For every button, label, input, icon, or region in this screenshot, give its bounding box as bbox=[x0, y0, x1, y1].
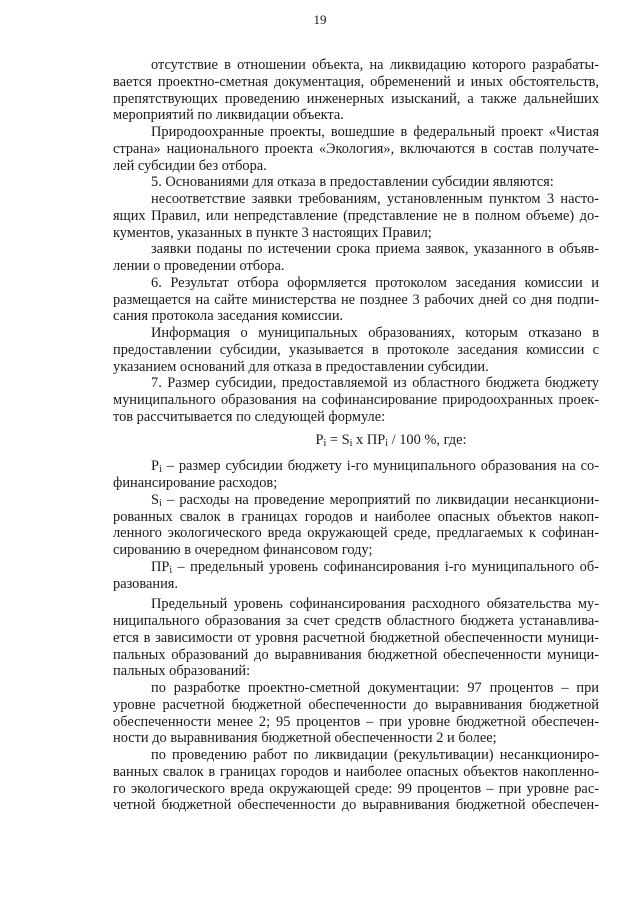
paragraph bbox=[113, 57, 599, 124]
formula-pr-index: i bbox=[385, 437, 389, 449]
text-line: размещается на сайте министерства не позднее 3 рабочих дней со дня подпи- bbox=[113, 291, 599, 308]
definition-text: – предельный уровень софинансирования i-го муниципального об- bbox=[172, 558, 599, 575]
definition-text: – размер субсидии бюджету i-го муниципального образования на со- bbox=[161, 458, 599, 475]
formula-times: x bbox=[352, 431, 367, 448]
text-line: предоставлении субсидии, указывается в протоколе заседания комиссии с bbox=[113, 341, 599, 358]
text-line: препятствующих проведению инженерных изысканий, а также дальнейших bbox=[113, 90, 599, 107]
formula-tail: / 100 %, где: bbox=[388, 431, 467, 448]
paragraphs-after-formula bbox=[113, 596, 599, 814]
text-line: муниципального образования на софинансирование природоохранных проек- bbox=[113, 392, 599, 408]
formula-p-symbol: P bbox=[315, 431, 324, 448]
text-line: рованных свалок в границах городов и наиболее опасных объектов накоп- bbox=[113, 508, 599, 525]
text-line: ется в зависимости от уровня расчетной бюджетной обеспеченности муници- bbox=[113, 629, 599, 646]
definition-symbol-index: i bbox=[159, 464, 162, 476]
text-line: страна» национального проекта «Экология», включаются в состав получате- bbox=[113, 140, 599, 157]
text-line: сированию в очередном финансовом году; bbox=[113, 542, 373, 558]
definition-symbol: P bbox=[151, 458, 160, 475]
text-line: 6. Результат отбора оформляется протоколом заседания комиссии и bbox=[151, 274, 599, 291]
text-line: финансирование расходов; bbox=[113, 475, 278, 491]
text-line: го экологического вреда окружающей среде: 99 процентов – при уровне рас- bbox=[113, 780, 599, 797]
text-line: 5. Основаниями для отказа в предоставлении субсидии являются: bbox=[151, 174, 554, 191]
paragraph bbox=[113, 241, 599, 275]
page-number: 19 bbox=[313, 12, 327, 27]
text-line: разования. bbox=[113, 575, 178, 592]
text-line: сания протокола заседания комиссии. bbox=[113, 308, 344, 325]
definition bbox=[113, 458, 599, 492]
text-line: по разработке проектно-сметной документации: 97 процентов – при bbox=[151, 680, 599, 696]
definition-first-line bbox=[113, 458, 599, 475]
definition bbox=[113, 559, 599, 593]
text-line: лей субсидии без отбора. bbox=[113, 157, 267, 174]
text-line: вается проектно-сметная документация, обременений и иных обстоятельств, bbox=[113, 73, 599, 90]
formula-definitions bbox=[113, 458, 599, 596]
formula-p-index: i bbox=[323, 437, 327, 449]
text-line: пальных образований до выравнивания бюджетной обеспеченности муници- bbox=[113, 646, 599, 663]
formula-s-symbol: S bbox=[341, 431, 350, 448]
paragraph bbox=[113, 174, 599, 191]
text-line: ящих Правил, или непредставление (представление не в полном объеме) до- bbox=[113, 207, 599, 224]
text-line: ности до выравнивания бюджетной обеспеченности 2 и более; bbox=[113, 730, 497, 747]
text-line: четной бюджетной обеспеченности до выравнивания бюджетной обеспечен- bbox=[113, 797, 599, 814]
text-line: ленного экологического вреда окружающей среде, предлагаемых к софинан- bbox=[113, 525, 599, 542]
definition-first-line bbox=[113, 492, 599, 509]
paragraph bbox=[113, 596, 599, 680]
text-line: указанием оснований для отказа в предоставлении субсидии. bbox=[113, 358, 489, 375]
formula-s-index: i bbox=[349, 437, 353, 449]
formula-pr-symbol: ПР bbox=[366, 431, 386, 448]
text-line: мероприятий по ликвидации объекта. bbox=[113, 107, 344, 124]
text-line: Информация о муниципальных образованиях, которым отказано в bbox=[151, 325, 599, 341]
text-line: Природоохранные проекты, вошедшие в федеральный проект «Чистая bbox=[151, 124, 599, 140]
paragraph bbox=[113, 191, 599, 241]
definition-symbol: S bbox=[151, 491, 160, 508]
text-line: Предельный уровень софинансирования расходного обязательства му- bbox=[151, 596, 599, 613]
definition bbox=[113, 492, 599, 559]
subsidy-formula bbox=[113, 432, 599, 449]
definition-symbol-index: i bbox=[169, 564, 173, 576]
text-line: уровне расчетной бюджетной обеспеченности до выравнивания бюджетной bbox=[113, 696, 599, 713]
paragraph bbox=[113, 275, 599, 325]
paragraph bbox=[113, 375, 599, 425]
text-line: 7. Размер субсидии, предоставляемой из областного бюджета бюджету bbox=[151, 375, 599, 392]
paragraph bbox=[113, 680, 599, 747]
text-line: обеспеченности менее 2; 95 процентов – при уровне бюджетной обеспечен- bbox=[113, 713, 599, 730]
text-line: отсутствие в отношении объекта, на ликвидацию которого разрабаты- bbox=[151, 57, 599, 73]
paragraphs-before-formula bbox=[113, 57, 599, 426]
document-body bbox=[113, 57, 599, 814]
text-line: ниципального образования за счет средств областного бюджета устанавлива- bbox=[113, 613, 599, 629]
definition-symbol-index: i bbox=[159, 497, 162, 509]
text-line: ванных свалок в границах городов и наиболее опасных объектов накопленно- bbox=[113, 763, 599, 780]
text-line: пальных образований: bbox=[113, 663, 251, 680]
formula-equals: = bbox=[326, 431, 342, 448]
text-line: тов рассчитывается по следующей формуле: bbox=[113, 408, 386, 425]
definition-first-line bbox=[113, 559, 599, 576]
paragraph bbox=[113, 747, 599, 814]
text-line: по проведению работ по ликвидации (рекультивации) несанкциониро- bbox=[151, 747, 599, 763]
definition-text: – расходы на проведение мероприятий по ликвидации несанкциони- bbox=[161, 491, 599, 508]
text-line: заявки поданы по истечении срока приема заявок, указанного в объяв- bbox=[151, 241, 599, 258]
definition-symbol: ПР bbox=[151, 558, 170, 575]
text-line: кументов, указанных в пункте 3 настоящих Правил; bbox=[113, 224, 432, 241]
text-line: лении о проведении отбора. bbox=[113, 258, 285, 274]
paragraph bbox=[113, 325, 599, 375]
text-line: несоответствие заявки требованиям, установленным пунктом 3 насто- bbox=[151, 191, 599, 207]
paragraph bbox=[113, 124, 599, 174]
